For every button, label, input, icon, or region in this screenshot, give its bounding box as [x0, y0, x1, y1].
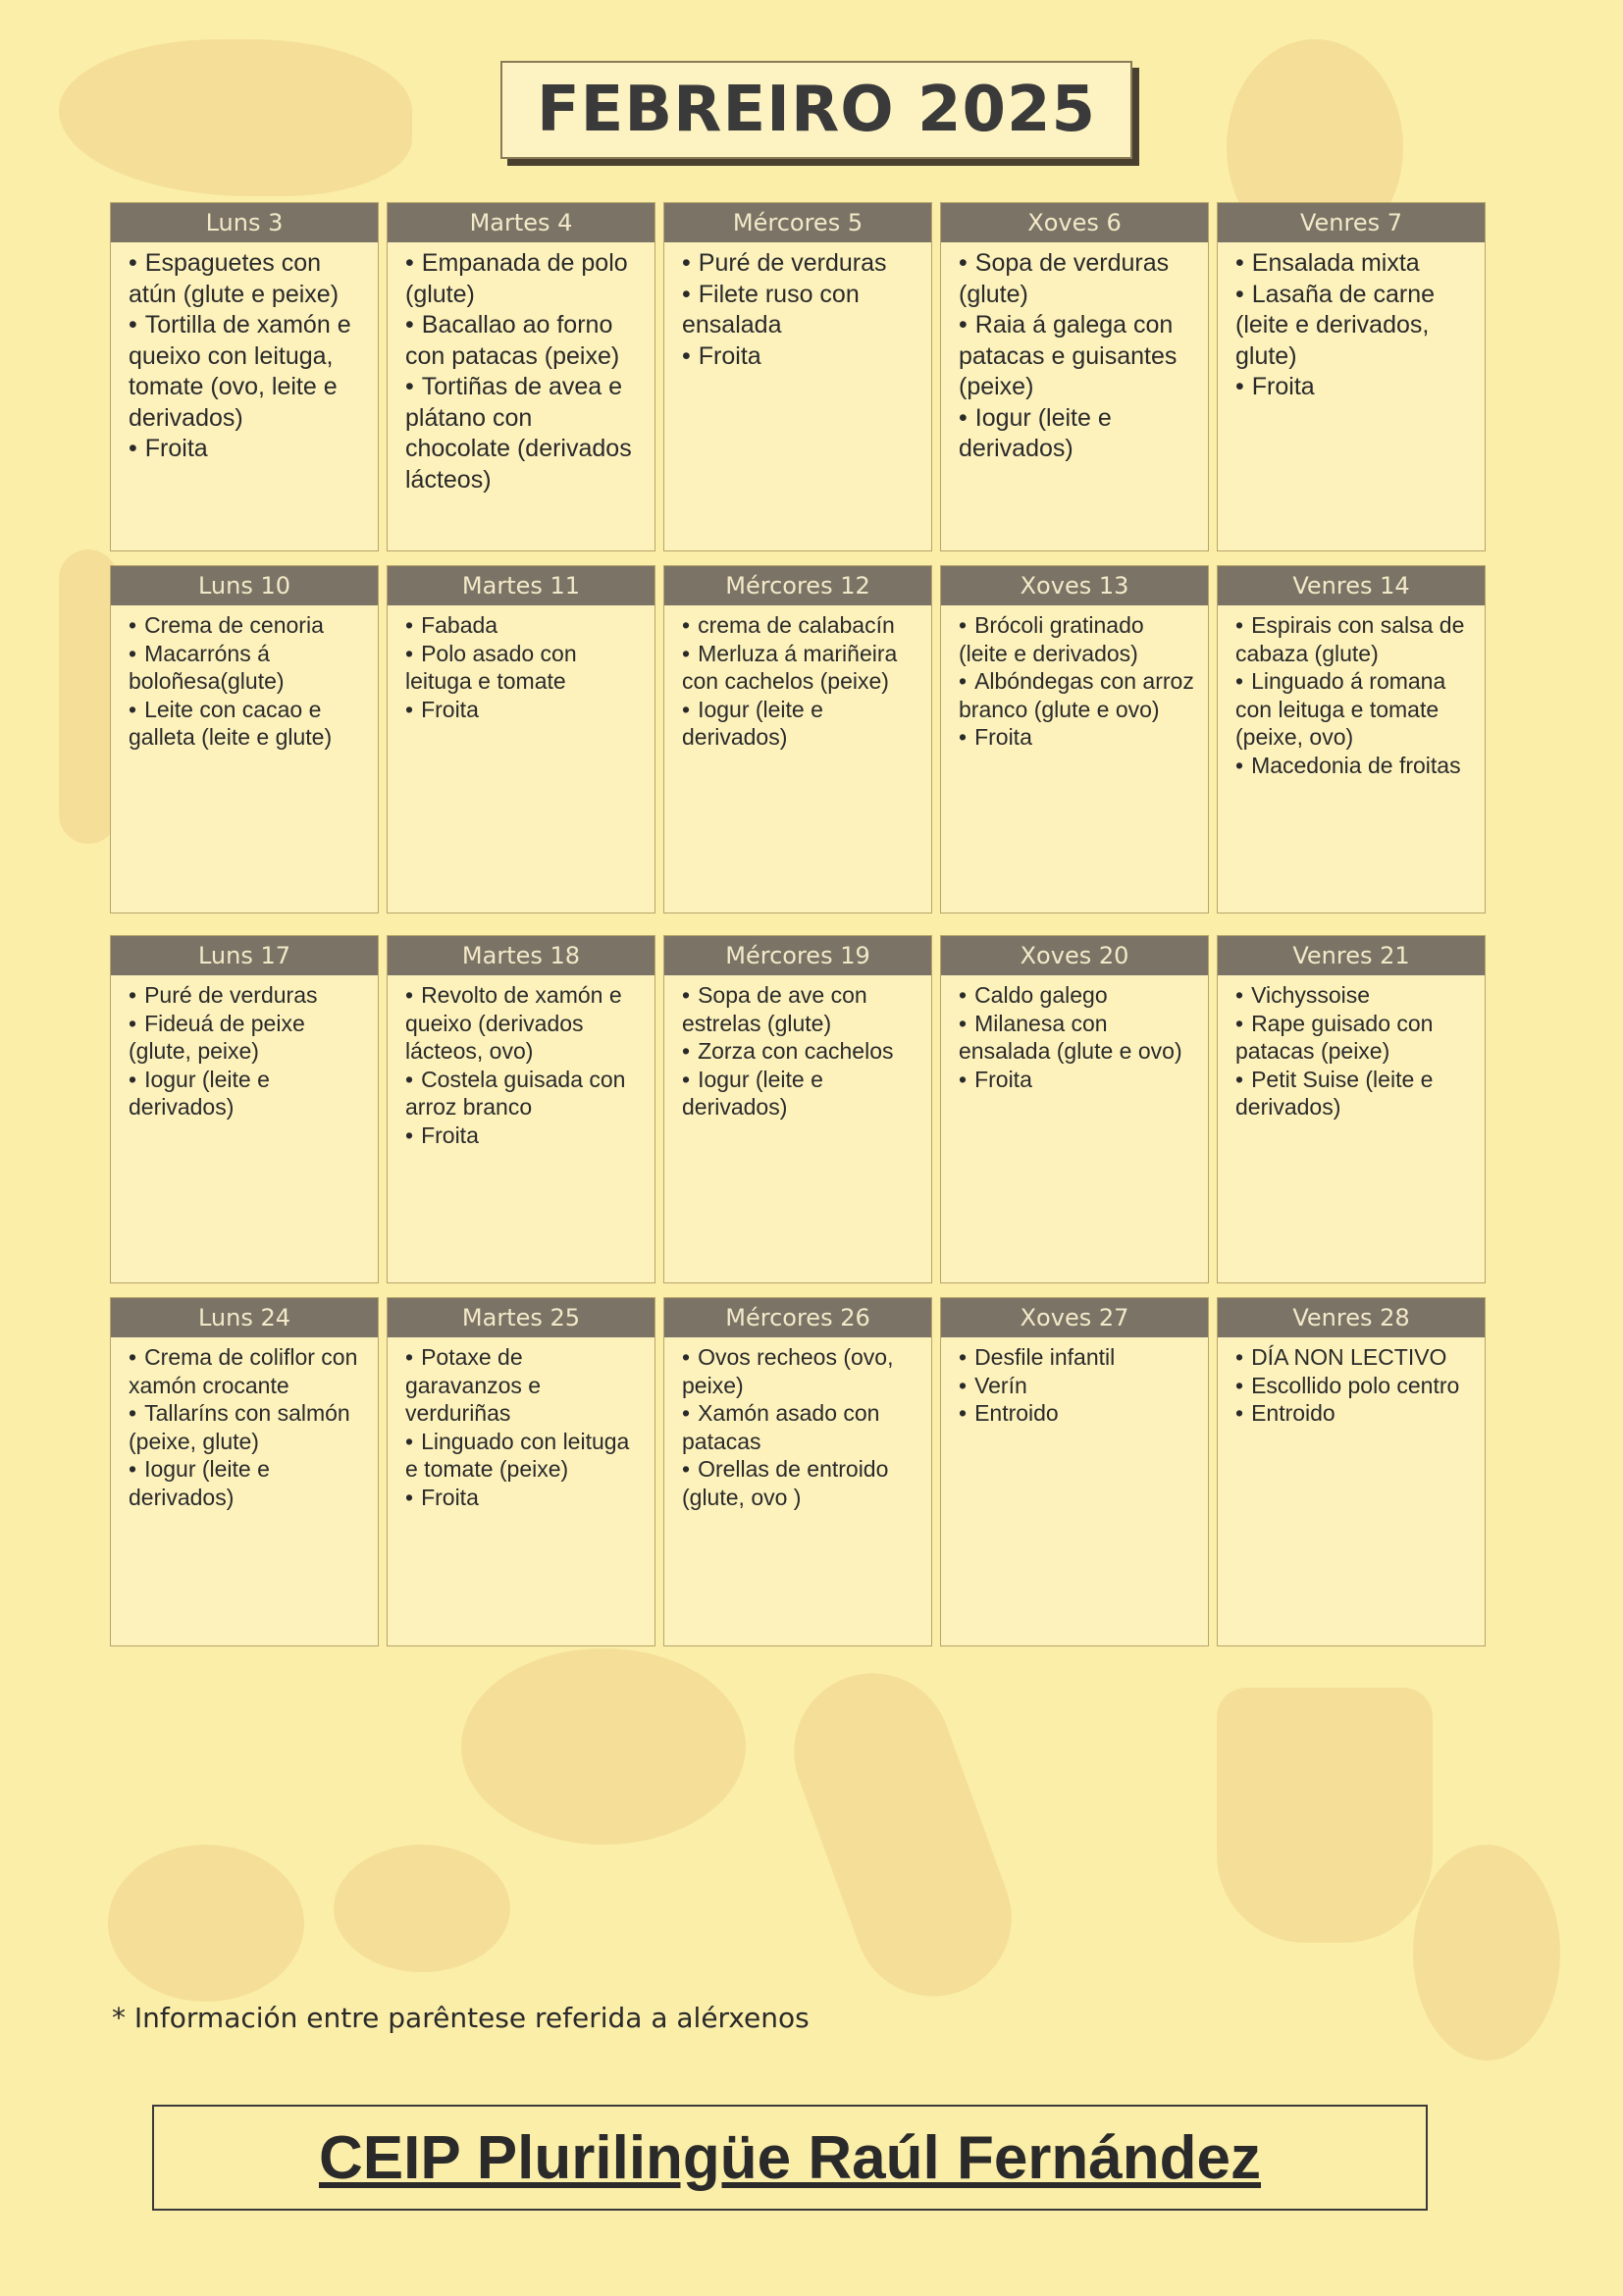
dish-item: • Polo asado con leituga e tomate: [405, 640, 641, 696]
dish-list: [111, 975, 378, 1122]
day-header: Luns 17: [111, 936, 378, 975]
dish-item: • Sopa de ave con estrelas (glute): [682, 981, 917, 1037]
dish-item: • Iogur (leite e derivados): [682, 1066, 917, 1122]
dish-item: • Espaguetes con atún (glute e peixe): [129, 248, 364, 310]
dish-item: • Verín: [959, 1372, 1194, 1400]
day-header: Mércores 12: [664, 566, 931, 605]
dish-list: [664, 242, 931, 372]
dish-item: • Froita: [405, 696, 641, 724]
dish-item: • Espirais con salsa de cabaza (glute): [1235, 611, 1471, 667]
dish-item: • Puré de verduras: [682, 248, 917, 280]
dish-list: [664, 1337, 931, 1511]
day-header: Luns 3: [111, 203, 378, 242]
dish-list: [664, 975, 931, 1122]
dish-item: • Sopa de verduras (glute): [959, 248, 1194, 310]
dish-item: • Crema de coliflor con xamón crocante: [129, 1343, 364, 1399]
day-header: Venres 7: [1218, 203, 1485, 242]
dish-item: • Linguado á romana con leituga e tomate (peixe, ovo): [1235, 667, 1471, 752]
dish-item: • Milanesa con ensalada (glute e ovo): [959, 1010, 1194, 1066]
dish-list: [941, 1337, 1208, 1428]
day-cell: [387, 565, 655, 913]
dish-item: • Froita: [405, 1122, 641, 1150]
dish-list: [388, 605, 654, 723]
dish-item: • Xamón asado con patacas: [682, 1399, 917, 1455]
dish-item: • Puré de verduras: [129, 981, 364, 1010]
dish-item: • Tortilla de xamón e queixo con leituga, tomate (ovo, leite e derivados): [129, 310, 364, 434]
day-cell: [1217, 202, 1486, 551]
dish-list: [1218, 242, 1485, 403]
dish-item: • Iogur (leite e derivados): [959, 403, 1194, 465]
day-header: Venres 14: [1218, 566, 1485, 605]
background-shape: [1413, 1845, 1560, 2061]
dish-item: • Froita: [682, 341, 917, 373]
day-cell: [940, 935, 1209, 1283]
dish-item: • Froita: [959, 1066, 1194, 1094]
day-cell: [387, 935, 655, 1283]
day-header: Xoves 27: [941, 1298, 1208, 1337]
day-cell: [110, 202, 379, 551]
day-cell: [940, 1297, 1209, 1646]
dish-item: • Orellas de entroido (glute, ovo ): [682, 1455, 917, 1511]
dish-list: [388, 242, 654, 496]
dish-item: • Escollido polo centro: [1235, 1372, 1471, 1400]
day-header: Martes 18: [388, 936, 654, 975]
day-cell: [110, 1297, 379, 1646]
day-cell: [663, 1297, 932, 1646]
dish-item: • Lasaña de carne (leite e derivados, glute): [1235, 280, 1471, 373]
dish-item: • Vichyssoise: [1235, 981, 1471, 1010]
dish-item: • Costela guisada con arroz branco: [405, 1066, 641, 1122]
dish-item: • Revolto de xamón e queixo (derivados lácteos, ovo): [405, 981, 641, 1066]
day-cell: [663, 202, 932, 551]
dish-item: • Ensalada mixta: [1235, 248, 1471, 280]
day-cell: [110, 935, 379, 1283]
day-cell: [663, 935, 932, 1283]
dish-list: [1218, 1337, 1485, 1428]
day-header: Martes 25: [388, 1298, 654, 1337]
dish-item: • Petit Suise (leite e derivados): [1235, 1066, 1471, 1122]
dish-item: • Crema de cenoria: [129, 611, 364, 640]
background-shape: [1217, 1688, 1433, 1943]
dish-list: [941, 975, 1208, 1093]
dish-item: • Leite con cacao e galleta (leite e glute): [129, 696, 364, 752]
dish-item: • Filete ruso con ensalada: [682, 280, 917, 341]
day-cell: [940, 565, 1209, 913]
day-header: Luns 10: [111, 566, 378, 605]
day-cell: [1217, 565, 1486, 913]
dish-item: • Froita: [129, 434, 364, 465]
day-cell: [387, 1297, 655, 1646]
dish-item: • Entroido: [1235, 1399, 1471, 1428]
day-header: Mércores 26: [664, 1298, 931, 1337]
background-shape: [334, 1845, 510, 1972]
dish-item: • Tallaríns con salmón (peixe, glute): [129, 1399, 364, 1455]
dish-item: • Tortiñas de avea e plátano con chocolate (derivados lácteos): [405, 372, 641, 496]
dish-item: • Desfile infantil: [959, 1343, 1194, 1372]
dish-item: • Fabada: [405, 611, 641, 640]
dish-item: • Caldo galego: [959, 981, 1194, 1010]
dish-item: • DÍA NON LECTIVO: [1235, 1343, 1471, 1372]
dish-item: • Bacallao ao forno con patacas (peixe): [405, 310, 641, 372]
day-header: Venres 21: [1218, 936, 1485, 975]
dish-list: [941, 242, 1208, 465]
school-name-box: [152, 2105, 1428, 2211]
day-header: Xoves 20: [941, 936, 1208, 975]
day-header: Venres 28: [1218, 1298, 1485, 1337]
dish-list: [664, 605, 931, 752]
dish-item: • Merluza á mariñeira con cachelos (peixe): [682, 640, 917, 696]
dish-item: • Brócoli gratinado (leite e derivados): [959, 611, 1194, 667]
dish-item: • Iogur (leite e derivados): [129, 1455, 364, 1511]
page-title: FEBREIRO 2025: [536, 74, 1097, 146]
dish-list: [111, 605, 378, 752]
dish-item: • Rape guisado con patacas (peixe): [1235, 1010, 1471, 1066]
dish-item: • Iogur (leite e derivados): [682, 696, 917, 752]
dish-item: • crema de calabacín: [682, 611, 917, 640]
day-header: Mércores 5: [664, 203, 931, 242]
school-name: CEIP Plurilingüe Raúl Fernández: [318, 2123, 1262, 2192]
dish-item: • Raia á galega con patacas e guisantes (peixe): [959, 310, 1194, 403]
dish-item: • Froita: [959, 723, 1194, 752]
day-cell: [387, 202, 655, 551]
day-cell: [110, 565, 379, 913]
dish-item: • Entroido: [959, 1399, 1194, 1428]
dish-item: • Macarróns á boloñesa(glute): [129, 640, 364, 696]
day-cell: [1217, 935, 1486, 1283]
dish-item: • Froita: [1235, 372, 1471, 403]
dish-list: [388, 975, 654, 1149]
day-cell: [1217, 1297, 1486, 1646]
dish-item: • Fideuá de peixe (glute, peixe): [129, 1010, 364, 1066]
dish-item: • Zorza con cachelos: [682, 1037, 917, 1066]
background-shape: [59, 549, 118, 844]
allergen-note: * Información entre parêntese referida a alérxenos: [112, 2002, 810, 2034]
background-shape: [461, 1648, 746, 1845]
dish-item: • Ovos recheos (ovo, peixe): [682, 1343, 917, 1399]
dish-item: • Froita: [405, 1484, 641, 1512]
dish-list: [1218, 975, 1485, 1122]
dish-item: • Potaxe de garavanzos e verduriñas: [405, 1343, 641, 1428]
dish-list: [111, 242, 378, 465]
day-header: Martes 11: [388, 566, 654, 605]
dish-item: • Empanada de polo (glute): [405, 248, 641, 310]
dish-item: • Albóndegas con arroz branco (glute e ovo): [959, 667, 1194, 723]
dish-item: • Linguado con leituga e tomate (peixe): [405, 1428, 641, 1484]
day-header: Xoves 13: [941, 566, 1208, 605]
dish-item: • Macedonia de froitas: [1235, 752, 1471, 780]
dish-item: • Iogur (leite e derivados): [129, 1066, 364, 1122]
day-cell: [940, 202, 1209, 551]
background-shape: [772, 1651, 1034, 2018]
dish-list: [941, 605, 1208, 752]
day-header: Luns 24: [111, 1298, 378, 1337]
menu-calendar: [110, 0, 1488, 1668]
dish-list: [111, 1337, 378, 1511]
day-cell: [663, 565, 932, 913]
day-header: Mércores 19: [664, 936, 931, 975]
background-shape: [108, 1845, 304, 2002]
day-header: Martes 4: [388, 203, 654, 242]
dish-list: [388, 1337, 654, 1511]
day-header: Xoves 6: [941, 203, 1208, 242]
dish-list: [1218, 605, 1485, 779]
